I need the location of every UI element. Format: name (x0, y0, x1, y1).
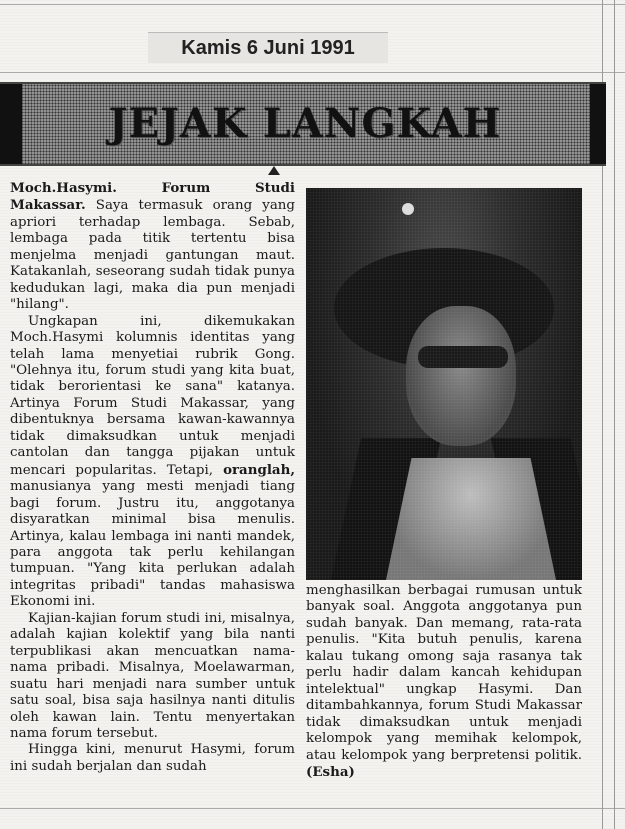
halftone-texture (306, 188, 582, 580)
article-text: Ungkapan ini, dikemukakan Moch.Hasymi kolumnis identitas yang telah lama menyetiai rubrik Gong. "Olehnya itu, forum studi yang kita buat, tidak berorientasi ke sana" katanya. Artinya Forum Studi Makassar, yang dibentuknya bersama kawan-kawannya tidak dimaksudkan untuk menjadi cantolan dan tangga pijakan untuk mencari popularitas. Tetapi, (10, 313, 295, 478)
article-text: Hingga kini, menurut Hasymi, forum ini sudah berjalan dan sudah (10, 742, 295, 774)
article-column-right (306, 583, 582, 781)
article-paragraph (306, 583, 582, 781)
article-paragraph (10, 742, 295, 775)
article-paragraph (10, 180, 295, 314)
article-text: menghasilkan berbagai rumusan untuk banyak soal. Anggota anggotanya pun sudah banyak. Dan memang, rata-rata penulis. "Kita butuh penulis, karena kalau tukang omong saja rasanya tak perlu hadir dalam kancah kehidupan intelektual" ungkap Hasymi. Dan ditambahkannya, forum Studi Makassar tidak dimaksudkan untuk menjadi kelompok yang memihak kelompok, atau kelompok yang berpretensi politik. (306, 583, 582, 763)
article-text: Saya termasuk orang yang apriori terhadap lembaga. Sebab, lembaga pada titik tertentu bisa menjelma menjadi gantungan maut. Katakanlah, seseorang sudah tidak punya kedudukan lagi, maka dia pun menjadi "hilang". (10, 198, 296, 313)
header-bar-right (590, 84, 606, 164)
triangle-marker-icon (268, 166, 280, 175)
article-byline: (Esha) (306, 763, 355, 780)
page-rule (0, 72, 625, 73)
header-bar-left (0, 84, 22, 164)
article-lead: Moch.Hasymi. Forum Studi Makassar. (10, 180, 295, 214)
article-paragraph (10, 611, 295, 743)
publication-date: Kamis 6 Juni 1991 (148, 32, 388, 63)
page-edge (614, 0, 615, 829)
article-emphasis: oranglah, (223, 461, 295, 478)
article-column-left (10, 180, 295, 775)
rubric-title: JEJAK LANGKAH (108, 100, 502, 147)
page-rule (0, 808, 625, 809)
portrait-photo (306, 188, 582, 580)
rubric-header (0, 82, 606, 166)
article-text: Kajian-kajian forum studi ini, misalnya, adalah kajian kolektif yang bila nanti terpublikasi akan mencuatkan nama-nama pribadi. Misalnya, Moelawarman, suatu hari menjadi nara sumber untuk satu soal, bisa saja hasilnya nanti ditulis oleh kawan lain. Tentu menyertakan nama forum tersebut. (10, 610, 295, 741)
article-paragraph (10, 314, 295, 611)
page-rule (0, 4, 625, 5)
article-text: manusianya yang mesti menjadi tiang bagi forum. Justru itu, anggotanya disyaratkan minimal bisa menulis. Artinya, kalau lembaga ini nanti mandek, para anggota tak perlu kehilangan tumpuan. "Yang kita perlukan adalah integritas pribadi" tandas mahasiswa Ekonomi ini. (10, 479, 295, 610)
